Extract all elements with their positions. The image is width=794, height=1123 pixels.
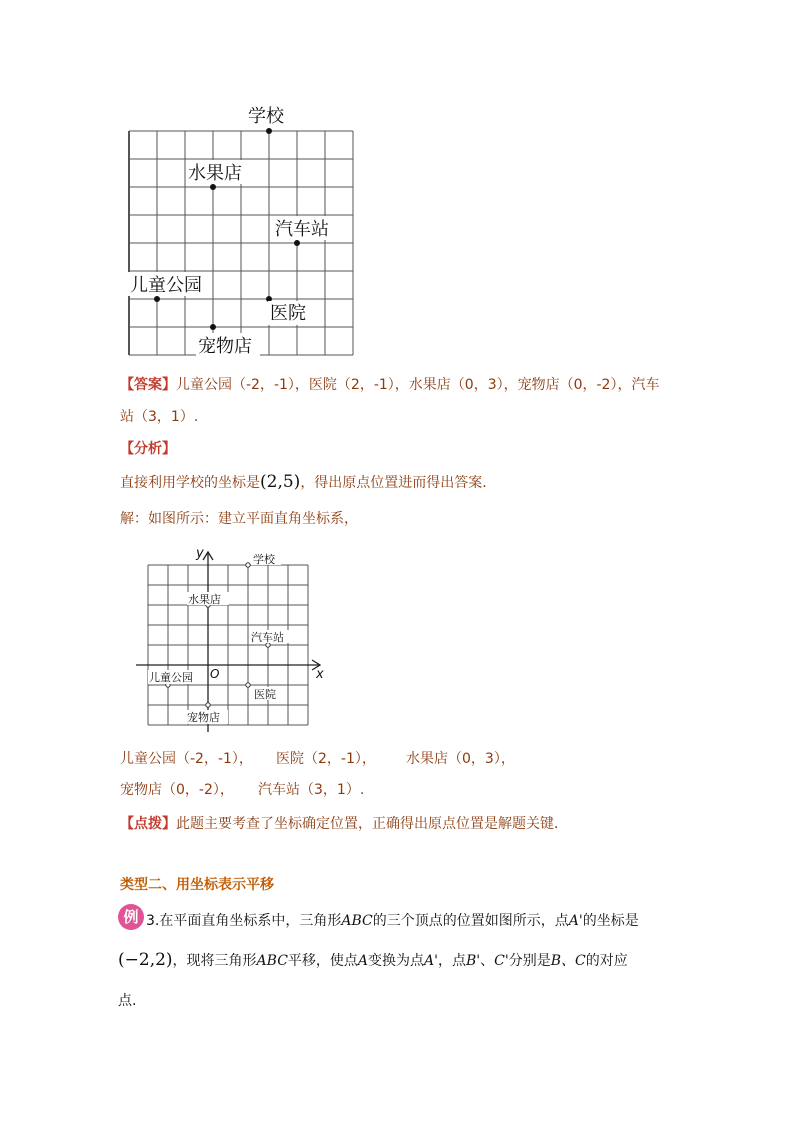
example-c-prime: C' <box>494 953 509 969</box>
result-fruit-store: 水果店（0，3）， <box>406 751 515 767</box>
result-park: 儿童公园（-2，-1）， <box>120 751 253 767</box>
origin-label: O <box>210 667 220 681</box>
result-hospital: 医院（2，-1）， <box>276 751 376 767</box>
bus-station-label: 汽车站 <box>275 219 329 240</box>
bus-station-label-2: 汽车站 <box>251 631 284 644</box>
example-a-prime-1: A' <box>568 913 583 929</box>
example-text-2a: ，现将三角形 <box>172 953 257 969</box>
school-label: 学校 <box>248 106 284 127</box>
result-pet-store: 宠物店（0，-2）， <box>120 782 234 798</box>
tip-tag: 【点拨】 <box>120 816 176 832</box>
example-text-2c: 变换为点 <box>368 953 425 969</box>
park-label: 儿童公园 <box>130 275 202 296</box>
park-point <box>154 296 160 302</box>
fruit-store-label-2: 水果店 <box>188 593 221 606</box>
example-abc-1: ABC <box>341 913 373 929</box>
example-coord: (−2,2) <box>118 950 173 970</box>
answer-line-2: 站（3，1）. <box>120 409 199 425</box>
example-text-1b: 的三个顶点的位置如图所示，点 <box>372 913 569 929</box>
hospital-label-2: 医院 <box>254 688 276 701</box>
example-badge: 例 <box>118 904 144 930</box>
analysis-text-pre: 直接利用学校的坐标是 <box>120 475 260 491</box>
tip-text: 此题主要考查了坐标确定位置，正确得出原点位置是解题关键． <box>176 816 568 832</box>
location-grid-map <box>120 100 370 362</box>
example-line-3: 点. <box>118 993 137 1009</box>
pet-store-point <box>210 324 216 330</box>
analysis-tag: 【分析】 <box>120 441 176 457</box>
fruit-store-label: 水果店 <box>188 163 242 184</box>
example-a: A <box>357 953 369 969</box>
example-text-1c: 的坐标是 <box>582 913 639 929</box>
answer-line-1 <box>120 374 659 394</box>
example-line-1 <box>146 910 639 930</box>
example-line-2 <box>118 950 628 970</box>
result-bus-station: 汽车站（3，1）. <box>258 782 365 798</box>
example-text-2f: 的对应 <box>585 953 628 969</box>
fruit-store-point <box>210 184 216 190</box>
school-coord: (2,5) <box>260 472 301 492</box>
school-point-2 <box>246 563 250 567</box>
pet-store-label: 宠物店 <box>198 336 252 357</box>
section-title: 类型二、用坐标表示平移 <box>120 877 274 893</box>
park-label-2: 儿童公园 <box>149 671 193 684</box>
example-a-prime-2: A' <box>424 953 439 969</box>
example-text-2e: 分别是 <box>508 953 551 969</box>
example-text-2b: 平移，使点 <box>287 953 358 969</box>
analysis-text-post: ，得出原点位置进而得出答案． <box>300 475 497 491</box>
example-b-prime: B' <box>466 953 481 969</box>
example-abc-2: ABC <box>256 953 288 969</box>
example-text-1a: 3.在平面直角坐标系中，三角形 <box>146 913 342 929</box>
school-point <box>266 128 272 134</box>
hospital-point-2 <box>246 683 250 687</box>
example-text-2d: ，点 <box>438 953 467 969</box>
x-axis-label: x <box>316 667 324 682</box>
school-label-2: 学校 <box>253 553 275 566</box>
example-sep: 、 <box>480 953 495 969</box>
y-axis-label: y <box>196 546 204 561</box>
pet-store-point-2 <box>206 703 210 707</box>
grid2-lines <box>148 565 308 725</box>
pet-store-label-2: 宠物店 <box>187 711 220 724</box>
hospital-label: 医院 <box>270 303 306 324</box>
solution-line: 解：如图所示：建立平面直角坐标系， <box>120 511 358 527</box>
analysis-line <box>120 472 496 492</box>
bus-station-point <box>294 240 300 246</box>
answer-tag: 【答案】 <box>120 377 176 393</box>
coordinate-grid <box>130 542 330 734</box>
example-bc: B、C <box>550 953 586 969</box>
answer-text-1: 儿童公园（-2，-1），医院（2，-1），水果店（0，3），宠物店（0，-2），汽车 <box>176 377 660 393</box>
tip-line <box>120 813 568 833</box>
